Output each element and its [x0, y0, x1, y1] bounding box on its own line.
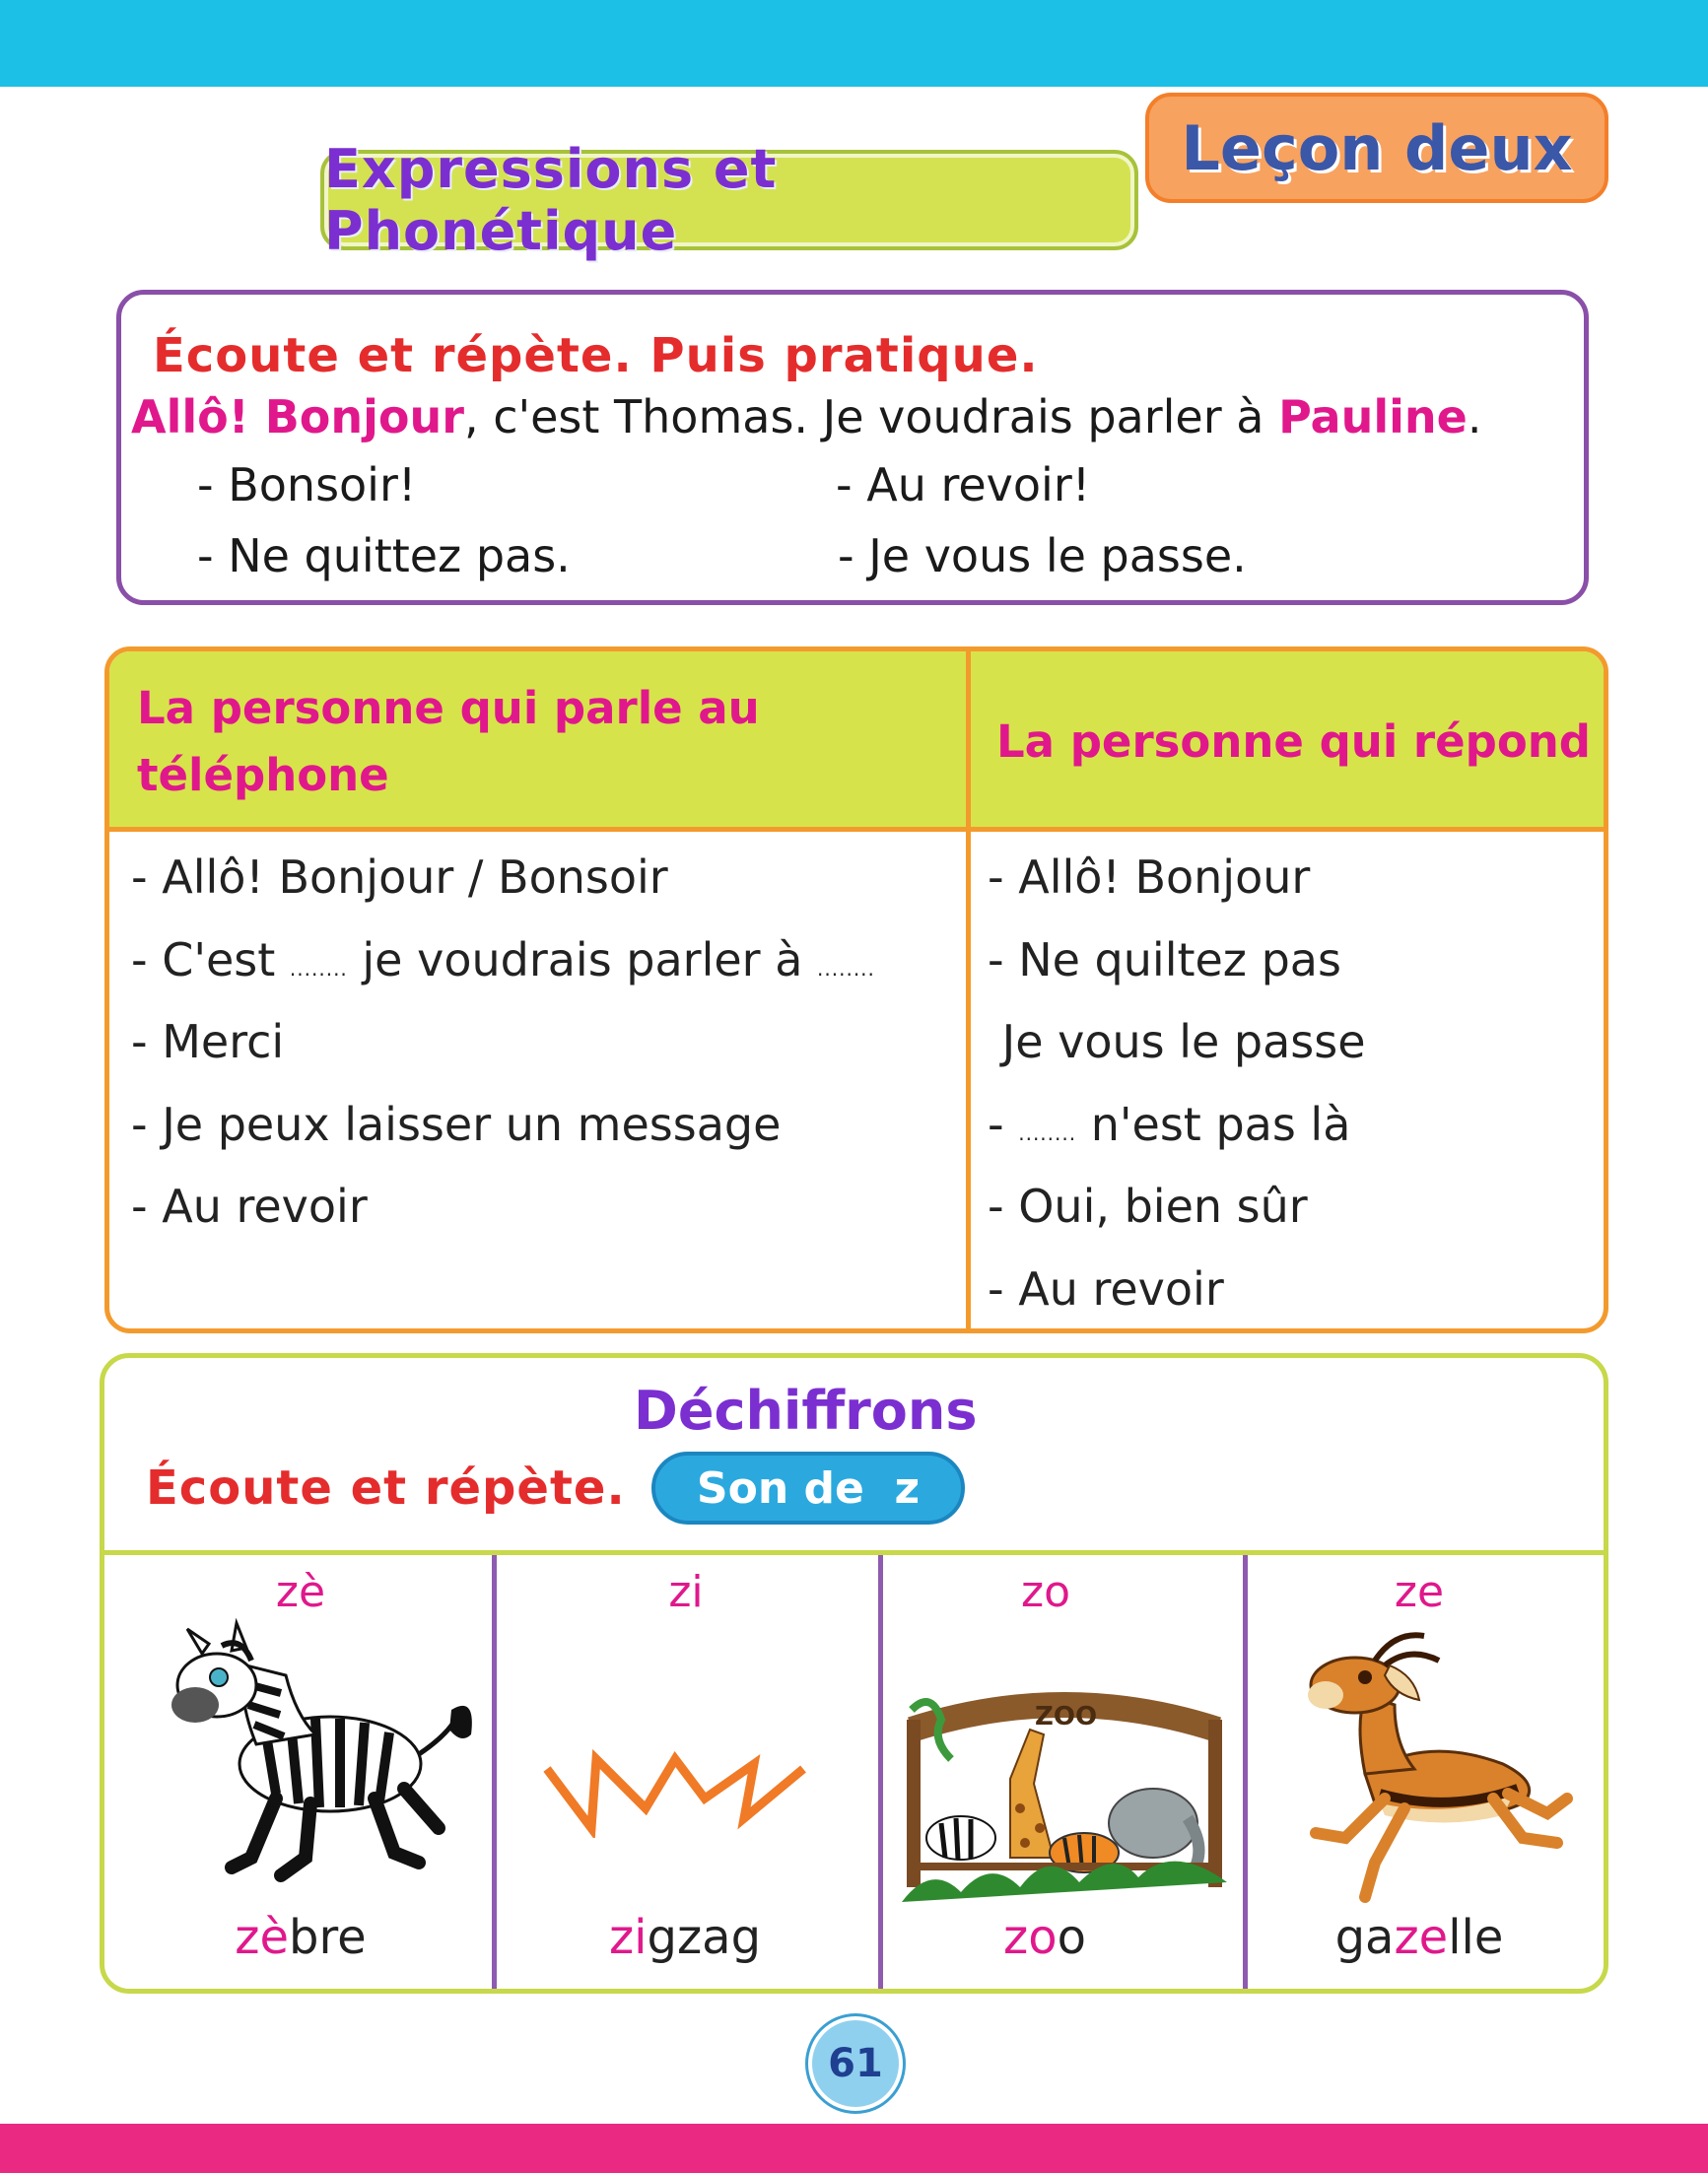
responder-row-3: Je vous le passe	[988, 1015, 1366, 1068]
responder-row-5: - Oui, bien sûr	[988, 1180, 1308, 1233]
word-zigzag-sound: zi	[608, 1910, 648, 1965]
blank-dots: ........	[817, 957, 875, 981]
section-title-badge	[320, 138, 1138, 262]
header-responder: La personne qui répond	[996, 715, 1592, 768]
blank-dots: ........	[1018, 1121, 1077, 1145]
phrase-au-revoir: - Au revoir!	[836, 458, 1091, 511]
syllable-zo: zo	[1020, 1567, 1070, 1617]
cell-divider	[1243, 1555, 1248, 1989]
page-number-badge	[808, 2016, 903, 2111]
cell-divider	[878, 1555, 883, 1989]
zigzag-picture	[537, 1730, 813, 1838]
phrase-je-vous-le-passe: - Je vous le passe.	[838, 529, 1247, 582]
caller-row-2-mid: je voudrais parler à	[347, 933, 818, 986]
greeting-highlight: Allô! Bonjour	[131, 390, 464, 443]
page-number: 61	[828, 2041, 883, 2086]
syllable-ze-grave: zè	[275, 1567, 326, 1617]
header-caller-line2: téléphone	[137, 749, 389, 801]
caller-row-3: - Merci	[131, 1015, 285, 1068]
caller-row-4: - Je peux laisser un message	[131, 1098, 782, 1151]
header-caller	[137, 675, 760, 809]
phrase-bonsoir: - Bonsoir!	[197, 458, 417, 511]
practice-instruction: Écoute et répète. Puis pratique.	[153, 328, 1039, 383]
blank-dots: ........	[289, 957, 348, 981]
cell-divider	[492, 1555, 497, 1989]
practice-line-1	[131, 390, 1481, 443]
caller-row-2	[131, 933, 875, 986]
syllable-zi: zi	[668, 1567, 704, 1617]
phrase-ne-quittez-pas: - Ne quittez pas.	[197, 529, 571, 582]
word-zebre-rest: bre	[289, 1910, 367, 1965]
syllable-ze: ze	[1394, 1567, 1445, 1617]
top-color-band	[0, 0, 1708, 87]
word-gazelle	[1306, 1910, 1533, 1965]
phonetics-instruction: Écoute et répète.	[146, 1460, 626, 1516]
word-gazelle-rest: lle	[1448, 1910, 1504, 1965]
responder-row-2: - Ne quiltez pas	[988, 933, 1341, 986]
word-zoo-sound: zo	[1003, 1910, 1058, 1965]
section-title: Expressions et Phonétique	[324, 138, 778, 262]
header-caller-line1: La personne qui parle au	[137, 682, 760, 734]
responder-row-1: - Allô! Bonjour	[988, 850, 1311, 904]
line1-middle: , c'est Thomas. Je voudrais parler à	[463, 390, 1279, 443]
responder-row-4-end: n'est pas là	[1076, 1098, 1351, 1151]
bottom-color-band	[0, 2124, 1708, 2173]
zoo-sign-text: ZOO	[1035, 1702, 1098, 1732]
responder-row-6: - Au revoir	[988, 1262, 1224, 1316]
word-gazelle-sound: ze	[1394, 1910, 1449, 1965]
lesson-title: Leçon deux	[1181, 111, 1573, 184]
word-gazelle-prefix: ga	[1334, 1910, 1395, 1965]
word-zoo	[946, 1910, 1143, 1965]
word-zigzag-rest: gzag	[647, 1910, 762, 1965]
gazelle-picture	[1286, 1626, 1582, 1912]
responder-row-4	[988, 1098, 1350, 1151]
phone-dialogue-table	[104, 646, 1608, 1333]
zoo-picture	[892, 1661, 1237, 1907]
caller-row-1: - Allô! Bonjour / Bonsoir	[131, 850, 668, 904]
phonetics-divider	[104, 1550, 1604, 1555]
caller-row-5: - Au revoir	[131, 1180, 368, 1233]
responder-row-4-start: -	[988, 1098, 1019, 1151]
phonetics-title: Déchiffrons	[634, 1380, 978, 1442]
zebra-picture	[138, 1616, 483, 1902]
word-zebre	[192, 1910, 409, 1965]
line1-end: .	[1467, 390, 1482, 443]
table-column-divider	[966, 651, 971, 1328]
sound-badge	[651, 1452, 965, 1525]
lesson-badge	[1145, 93, 1608, 203]
word-zebre-sound: zè	[235, 1910, 290, 1965]
sound-label: Son de z	[696, 1462, 921, 1514]
word-zigzag	[572, 1910, 798, 1965]
caller-row-2-start: - C'est	[131, 933, 290, 986]
word-zoo-rest: o	[1057, 1910, 1086, 1965]
name-highlight: Pauline	[1278, 390, 1468, 443]
